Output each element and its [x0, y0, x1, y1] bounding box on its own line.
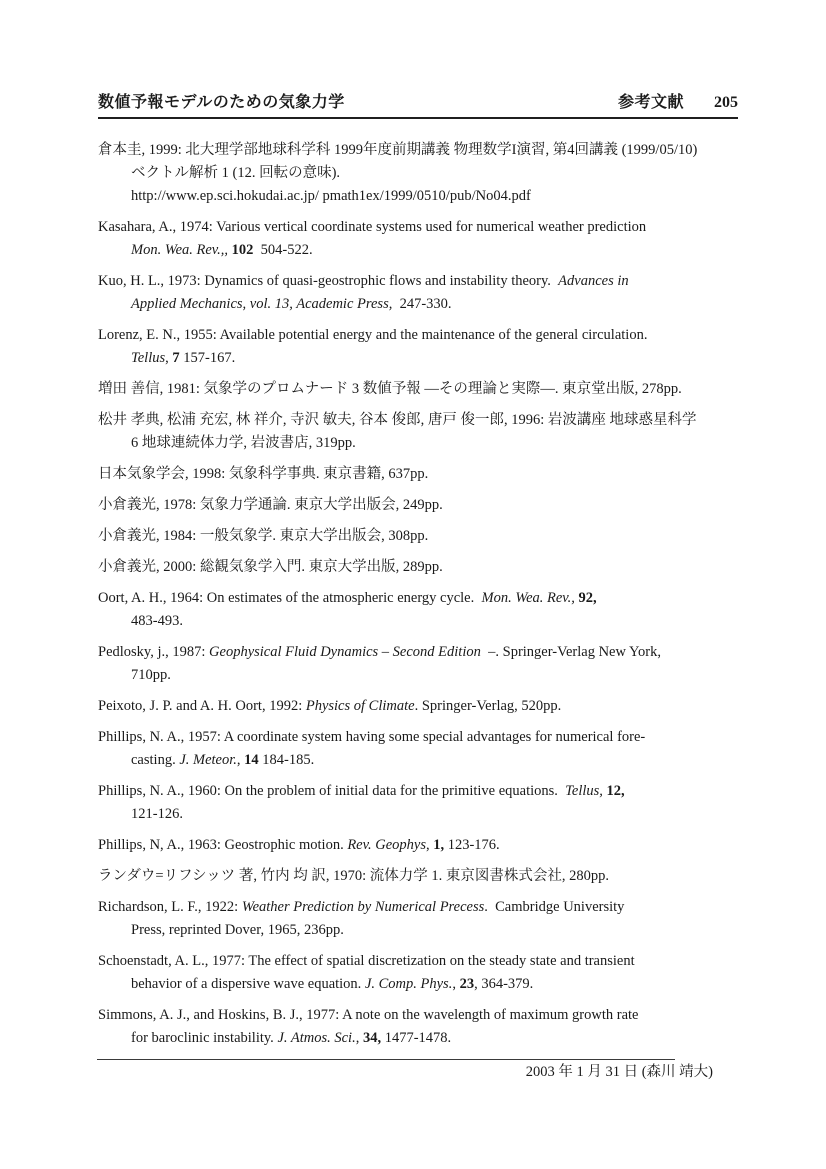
footer-date: 2003 年 1 月 31 日 (森川 靖大) — [525, 1064, 713, 1080]
reference-entry: Kuo, H. L., 1973: Dynamics of quasi-geostrophic flows and instability theory. Advances in Applied Mechanics, vol. 13, Academic Press, 247-330. — [98, 273, 629, 312]
reference-entry: Phillips, N. A., 1960: On the problem of initial data for the primitive equations. Tellus, 12, 121-126. — [98, 783, 625, 822]
running-title: 数値予報モデルのための気象力学 — [98, 94, 345, 111]
reference-entry: ランダウ=リフシッツ 著, 竹内 均 訳, 1970: 流体力学 1. 東京図書株式会社, 280pp. — [98, 868, 610, 884]
page-number: 205 — [714, 94, 738, 111]
reference-entry: 小倉義光, 1978: 気象力学通論. 東京大学出版会, 249pp. — [98, 497, 443, 513]
reference-entry: Peixoto, J. P. and A. H. Oort, 1992: Physics of Climate. Springer-Verlag, 520pp. — [98, 698, 562, 714]
reference-entry: Lorenz, E. N., 1955: Available potential energy and the maintenance of the general circulation. Tellus, 7 157-167. — [98, 327, 648, 366]
reference-entry: Phillips, N. A., 1957: A coordinate system having some special advantages for numerical fore- casting. J. Meteor., 14 184-185. — [98, 729, 646, 768]
reference-entry: 倉本圭, 1999: 北大理学部地球科学科 1999年度前期講義 物理数学I演習, 第4回講義 (1999/05/10) ベクトル解析 1 (12. 回転の意味). http://www.ep.sci.hokudai.ac.jp/ pmath1ex/1999/0510/pub/No04.pdf — [98, 142, 698, 204]
reference-list — [98, 139, 748, 1058]
reference-entry: Richardson, L. F., 1922: Weather Prediction by Numerical Precess. Cambridge University Press, reprinted Dover, 1965, 236pp. — [98, 899, 625, 938]
reference-entry: 小倉義光, 1984: 一般気象学. 東京大学出版会, 308pp. — [98, 528, 429, 544]
reference-entry: Phillips, N, A., 1963: Geostrophic motion. Rev. Geophys, 1, 123-176. — [98, 837, 500, 853]
header-right — [618, 89, 738, 112]
reference-entry: Schoenstadt, A. L., 1977: The effect of spatial discretization on the steady state and transient behavior of a dispersive wave equation. J. Comp. Phys., 23, 364-379. — [98, 953, 635, 992]
page-footer — [97, 1059, 713, 1081]
reference-entry: 小倉義光, 2000: 総観気象学入門. 東京大学出版, 289pp. — [98, 559, 443, 575]
reference-entry: 増田 善信, 1981: 気象学のプロムナード 3 数値予報 —その理論と実際—. 東京堂出版, 278pp. — [98, 381, 682, 397]
section-label: 参考文献 — [617, 94, 684, 111]
reference-entry: Simmons, A. J., and Hoskins, B. J., 1977: A note on the wavelength of maximum growth rate for baroclinic instability. J. Atmos. Sci., 34, 1477-1478. — [98, 1007, 639, 1046]
page-header — [98, 89, 738, 119]
reference-entry: 日本気象学会, 1998: 気象科学事典. 東京書籍, 637pp. — [98, 466, 429, 482]
reference-entry: Pedlosky, j., 1987: Geophysical Fluid Dynamics – Second Edition –. Springer-Verlag New York, 710pp. — [98, 644, 662, 683]
reference-entry: Kasahara, A., 1974: Various vertical coordinate systems used for numerical weather prediction Mon. Wea. Rev.,, 102 504-522. — [98, 219, 647, 258]
reference-entry: 松井 孝典, 松浦 充宏, 林 祥介, 寺沢 敏夫, 谷本 俊郎, 唐戸 俊一郎, 1996: 岩波講座 地球惑星科学 6 地球連続体力学, 岩波書店, 319pp. — [98, 412, 697, 451]
footer-rule — [97, 1059, 675, 1060]
reference-entry: Oort, A. H., 1964: On estimates of the atmospheric energy cycle. Mon. Wea. Rev., 92, 483-493. — [98, 590, 597, 629]
